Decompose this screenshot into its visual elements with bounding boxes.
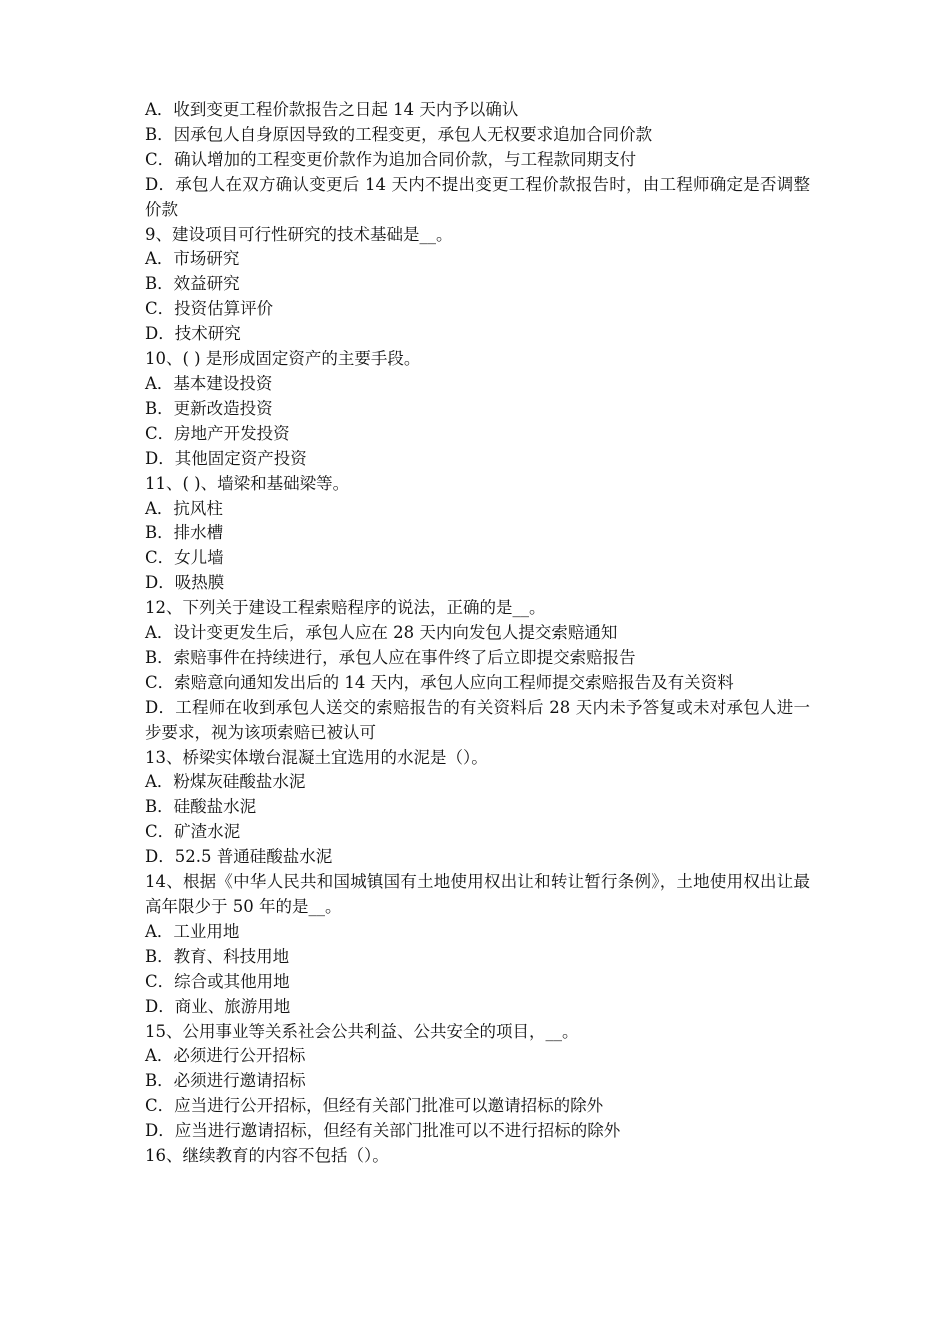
question-15: 15、公用事业等关系社会公共利益、公共安全的项目，__。 <box>145 1021 579 1041</box>
option-a-text: A．市场研究 <box>145 249 240 269</box>
option-c-text: C．确认增加的工程变更价款作为追加合同价款，与工程款同期支付 <box>145 149 637 169</box>
option-c-text: C．矿渣水泥 <box>145 822 241 842</box>
option-d-text: D．商业、旅游用地 <box>145 996 291 1016</box>
option-b-text: B．硅酸盐水泥 <box>145 797 257 817</box>
option-a-text: A．必须进行公开招标 <box>145 1046 306 1066</box>
question-13: 13、桥梁实体墩台混凝土宜选用的水泥是（）。 <box>145 747 488 767</box>
option-b-text: B．排水槽 <box>145 523 224 543</box>
option-a-text: A．基本建设投资 <box>145 373 273 393</box>
option-d-text: D．52.5 普通硅酸盐水泥 <box>145 847 333 867</box>
question-11: 11、( )、墙梁和基础梁等。 <box>145 473 350 493</box>
option-b-text: B．教育、科技用地 <box>145 946 290 966</box>
option-b-text: B．因承包人自身原因导致的工程变更，承包人无权要求追加合同价款 <box>145 124 653 144</box>
option-d-text: D．技术研究 <box>145 324 241 344</box>
option-a-text: A．粉煤灰硅酸盐水泥 <box>145 772 306 792</box>
option-a-text: A．设计变更发生后，承包人应在 28 天内向发包人提交索赔通知 <box>145 623 618 643</box>
option-b-text: B．效益研究 <box>145 274 240 294</box>
question-9: 9、建设项目可行性研究的技术基础是__。 <box>145 224 453 244</box>
option-d-text: D．吸热膜 <box>145 573 225 593</box>
option-d-text: D．工程师在收到承包人送交的索赔报告的有关资料后 28 天内未予答复或未对承包人进一步要求，视为该项索赔已被认可 <box>145 697 810 742</box>
question-10: 10、( ) 是形成固定资产的主要手段。 <box>145 349 421 369</box>
question-12: 12、下列关于建设工程索赔程序的说法，正确的是__。 <box>145 598 546 618</box>
option-b-text: B．更新改造投资 <box>145 398 273 418</box>
option-a-text: A．抗风柱 <box>145 498 223 518</box>
option-a-text: A．工业用地 <box>145 921 240 941</box>
option-c-text: C．投资估算评价 <box>145 299 274 319</box>
option-c-text: C．女儿墙 <box>145 548 224 568</box>
option-b-text: B．必须进行邀请招标 <box>145 1071 306 1091</box>
option-d-text: D．其他固定资产投资 <box>145 448 307 468</box>
document-body <box>145 98 810 1169</box>
option-d-text: D．应当进行邀请招标，但经有关部门批准可以不进行招标的除外 <box>145 1121 621 1141</box>
option-c-text: C．综合或其他用地 <box>145 971 290 991</box>
option-c-text: C．索赔意向通知发出后的 14 天内，承包人应向工程师提交索赔报告及有关资料 <box>145 672 734 692</box>
option-b-text: B．索赔事件在持续进行，承包人应在事件终了后立即提交索赔报告 <box>145 647 636 667</box>
question-16: 16、继续教育的内容不包括（）。 <box>145 1146 389 1166</box>
question-14: 14、根据《中华人民共和国城镇国有土地使用权出让和转让暂行条例》，土地使用权出让最高年限少于 50 年的是__。 <box>145 872 810 916</box>
option-a-text: A．收到变更工程价款报告之日起 14 天内予以确认 <box>145 100 519 119</box>
option-c-text: C．房地产开发投资 <box>145 423 290 443</box>
option-d-text: D．承包人在双方确认变更后 14 天内不提出变更工程价款报告时，由工程师确定是否调整价款 <box>145 174 810 219</box>
option-c-text: C．应当进行公开招标，但经有关部门批准可以邀请招标的除外 <box>145 1096 604 1116</box>
